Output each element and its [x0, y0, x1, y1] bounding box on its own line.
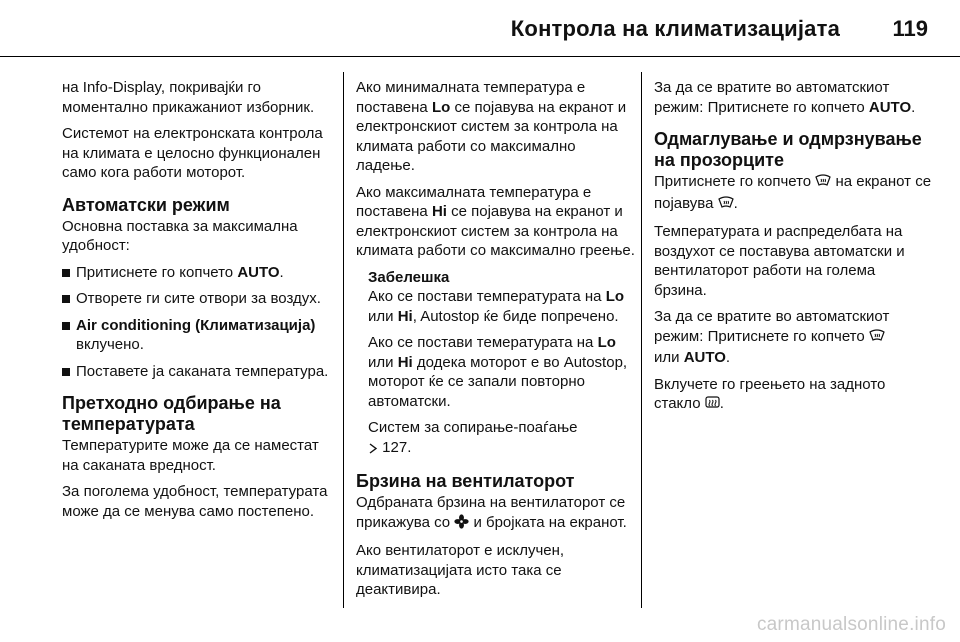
- paragraph: Системот на електронската контрола на климата е целосно функционален само кога работи моторот.: [62, 125, 323, 181]
- list-item: Поставете ја саканата температура.: [62, 362, 338, 382]
- heading-temperature-preselection: Претходно одбирање на температурата: [62, 393, 281, 434]
- paragraph: За поголема удобност, температурата може да се менува само постепено.: [62, 483, 328, 520]
- column-1: [62, 78, 338, 528]
- bullet-icon: [62, 295, 70, 303]
- page-title: Контрола на климатизацијата: [510, 16, 840, 41]
- paragraph: Основна поставка за максимална удобност:: [62, 217, 298, 254]
- paragraph: За да се вратите во автоматскиот режим: Притиснете го копчето AUTO.: [654, 79, 916, 116]
- column-3: [654, 78, 932, 423]
- column-divider-1: [343, 72, 344, 608]
- heading-fan-speed: Брзина на вентилаторот: [356, 471, 575, 491]
- windscreen-defrost-icon: [869, 329, 885, 349]
- paragraph: Ако вентилаторот е исклучен, климатизацијата исто така се деактивира.: [356, 542, 565, 598]
- settings-list: [62, 263, 338, 382]
- windscreen-defrost-icon: [815, 174, 831, 194]
- paragraph: Одбраната брзина на вентилаторот се прикажува со и бројката на екранот.: [356, 493, 638, 534]
- list-item: Air conditioning (Климатизација) вклучено.: [62, 316, 338, 355]
- note-block: [356, 268, 638, 460]
- heading-automatic-mode: Автоматски режим: [62, 194, 230, 215]
- page-number: 119: [892, 16, 928, 41]
- paragraph: Вклучете го греењето на задното стакло .: [654, 375, 932, 416]
- column-2: [356, 78, 638, 607]
- bullet-icon: [62, 322, 70, 330]
- paragraph: на Info-Display, покривајќи го моментално прикажаниот изборник.: [62, 79, 315, 116]
- paragraph: Притиснете го копчето на екранот се појавува .: [654, 172, 932, 215]
- bullet-icon: [62, 269, 70, 277]
- rear-window-heating-icon: [705, 396, 720, 416]
- paragraph: Температурите може да се наместат на саканата вредност.: [62, 437, 319, 474]
- bullet-icon: [62, 368, 70, 376]
- list-item: Отворете ги сите отвори за воздух.: [62, 289, 338, 309]
- paragraph: Ако минималната температура е поставена Lo се појавува на екранот и електронскиот систем за контрола на климата работи со максимално ладење.: [356, 79, 627, 174]
- paragraph: Температурата и распределбата на воздухот се поставува автоматски и вентилаторот работи на голема брзина.: [654, 223, 905, 299]
- paragraph: За да се вратите во автоматскиот режим: Притиснете го копчето или AUTO.: [654, 308, 890, 366]
- note-paragraph: Систем за сопирање-поаѓање 127.: [368, 418, 638, 459]
- column-divider-2: [641, 72, 642, 608]
- list-item: Притиснете го копчето AUTO.: [62, 263, 338, 283]
- note-paragraph: Ако се постави температурата на Lo или Hi, Autostop ќе биде попречено.: [368, 288, 625, 325]
- header-rule: [0, 56, 960, 57]
- fan-icon: [454, 514, 469, 535]
- page-header: [0, 0, 960, 56]
- heading-defog-defrost: Одмаглување и одмрзнување на прозорците: [654, 129, 922, 170]
- windscreen-defrost-icon: [718, 196, 734, 216]
- note-title: Забелешка: [368, 268, 450, 286]
- note-paragraph: Ако се постави темературата на Lo или Hi додека моторот е во Autostop, моторот ќе се запали повторно автоматски.: [368, 334, 628, 410]
- cross-reference-arrow-icon: [368, 440, 378, 460]
- cross-reference-link[interactable]: 127.: [382, 438, 412, 456]
- paragraph: Ако максималната температура е поставена Hi се појавува на екранот и електронскиот систем за контрола на климата работи со максимално греење.: [356, 183, 635, 259]
- watermark: carmanualsonline.info: [756, 614, 946, 635]
